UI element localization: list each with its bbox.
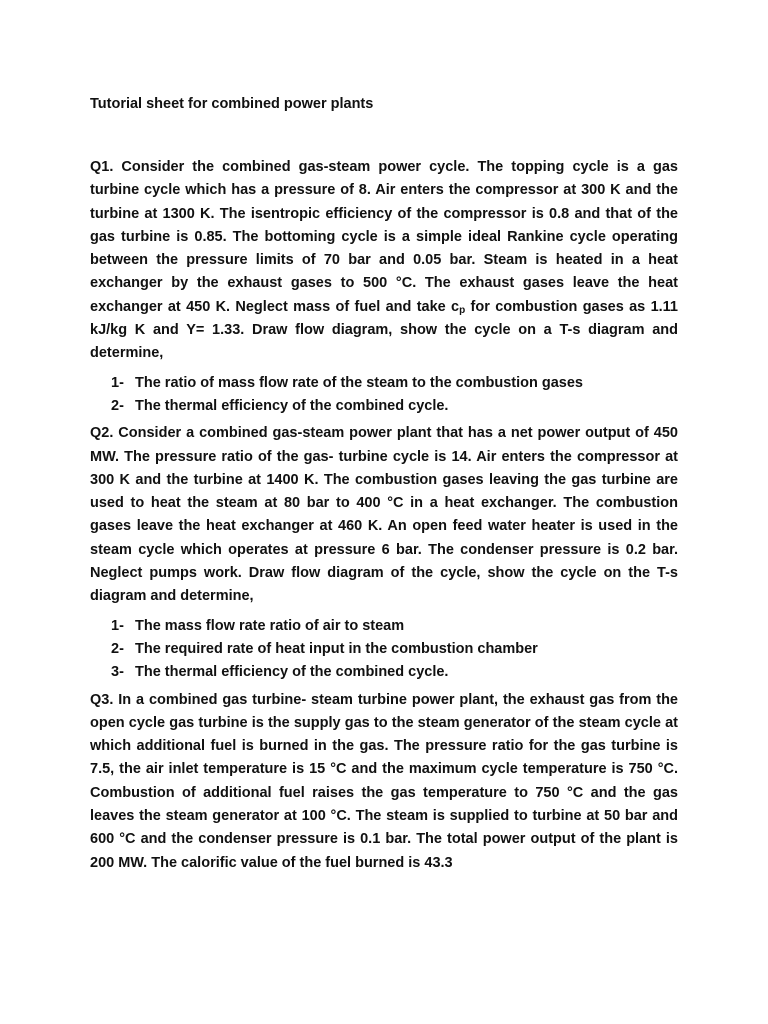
list-item-number: 2- bbox=[111, 640, 124, 657]
question-1-items bbox=[90, 372, 678, 419]
list-item-number: 3- bbox=[111, 664, 124, 681]
question-3: Q3. In a combined gas turbine- steam turbine power plant, the exhaust gas from the open cycle gas turbine is the supply gas to the steam generator of the steam cycle at which additional fuel is burned in the gas. The pressure ratio for the gas turbine is 7.5, the air inlet temperature is 15 °C and the maximum cycle temperature is 750 °C. Combustion of additional fuel raises the gas temperature to 750 °C and the gas leaves the steam generator at 100 °C. The steam is supplied to turbine at 50 bar and 600 °C and the condenser pressure is 0.1 bar. The total power output of the plant is 200 MW. The calorific value of the fuel burned is 43.3 bbox=[90, 691, 678, 871]
question-2: Q2. Consider a combined gas-steam power plant that has a net power output of 450 MW. The pressure ratio of the gas- turbine cycle is 14. Air enters the compressor at 300 K and the turbine at 1400 K. The combustion gases leaving the gas turbine are used to heat the steam at 80 bar to 400 °C in a heat exchanger. The combustion gases leave the heat exchanger at 460 K. An open feed water heater is used in the steam cycle which operates at pressure 6 bar. The condenser pressure is 0.2 bar. Neglect pumps work. Draw flow diagram of the cycle, show the cycle on the T-s diagram and determine, bbox=[90, 425, 678, 605]
list-item bbox=[111, 615, 678, 638]
question-2-items bbox=[90, 615, 678, 685]
list-item-number: 2- bbox=[111, 397, 124, 414]
list-item-text: The thermal efficiency of the combined cycle. bbox=[135, 397, 449, 414]
list-item-number: 1- bbox=[111, 617, 124, 634]
list-item-text: The ratio of mass flow rate of the steam to the combustion gases bbox=[135, 374, 583, 391]
list-item-number: 1- bbox=[111, 374, 124, 391]
list-item bbox=[111, 638, 678, 661]
list-item-text: The thermal efficiency of the combined cycle. bbox=[135, 664, 449, 681]
question-1 bbox=[90, 156, 678, 366]
question-1-text-a: Q1. Consider the combined gas-steam power cycle. The topping cycle is a gas turbine cycle which has a pressure of 8. Air enters the compressor at 300 K and the turbine at 1300 K. The isentropic efficiency of the compressor is 0.8 and that of the gas turbine is 0.85. The bottoming cycle is a simple ideal Rankine cycle operating between the pressure limits of 70 bar and 0.05 bar. Steam is heated in a heat exchanger by the exhaust gases to 500 °C. The exhaust gases leave the heat exchanger at 450 K. Neglect mass of fuel and take c bbox=[90, 159, 678, 315]
list-item bbox=[111, 395, 678, 418]
list-item-text: The mass flow rate ratio of air to steam bbox=[135, 617, 405, 634]
question-1-text-b: for combustion gases as 1.11 kJ/kg K and Y= 1.33. Draw flow diagram, show the cycle on a T-s diagram and determine, bbox=[90, 298, 678, 362]
list-item bbox=[111, 372, 678, 395]
list-item-text: The required rate of heat input in the combustion chamber bbox=[135, 640, 538, 657]
list-item bbox=[111, 661, 678, 684]
document-page bbox=[90, 94, 678, 875]
document-title: Tutorial sheet for combined power plants bbox=[90, 96, 374, 112]
question-1-subscript: p bbox=[459, 304, 466, 316]
